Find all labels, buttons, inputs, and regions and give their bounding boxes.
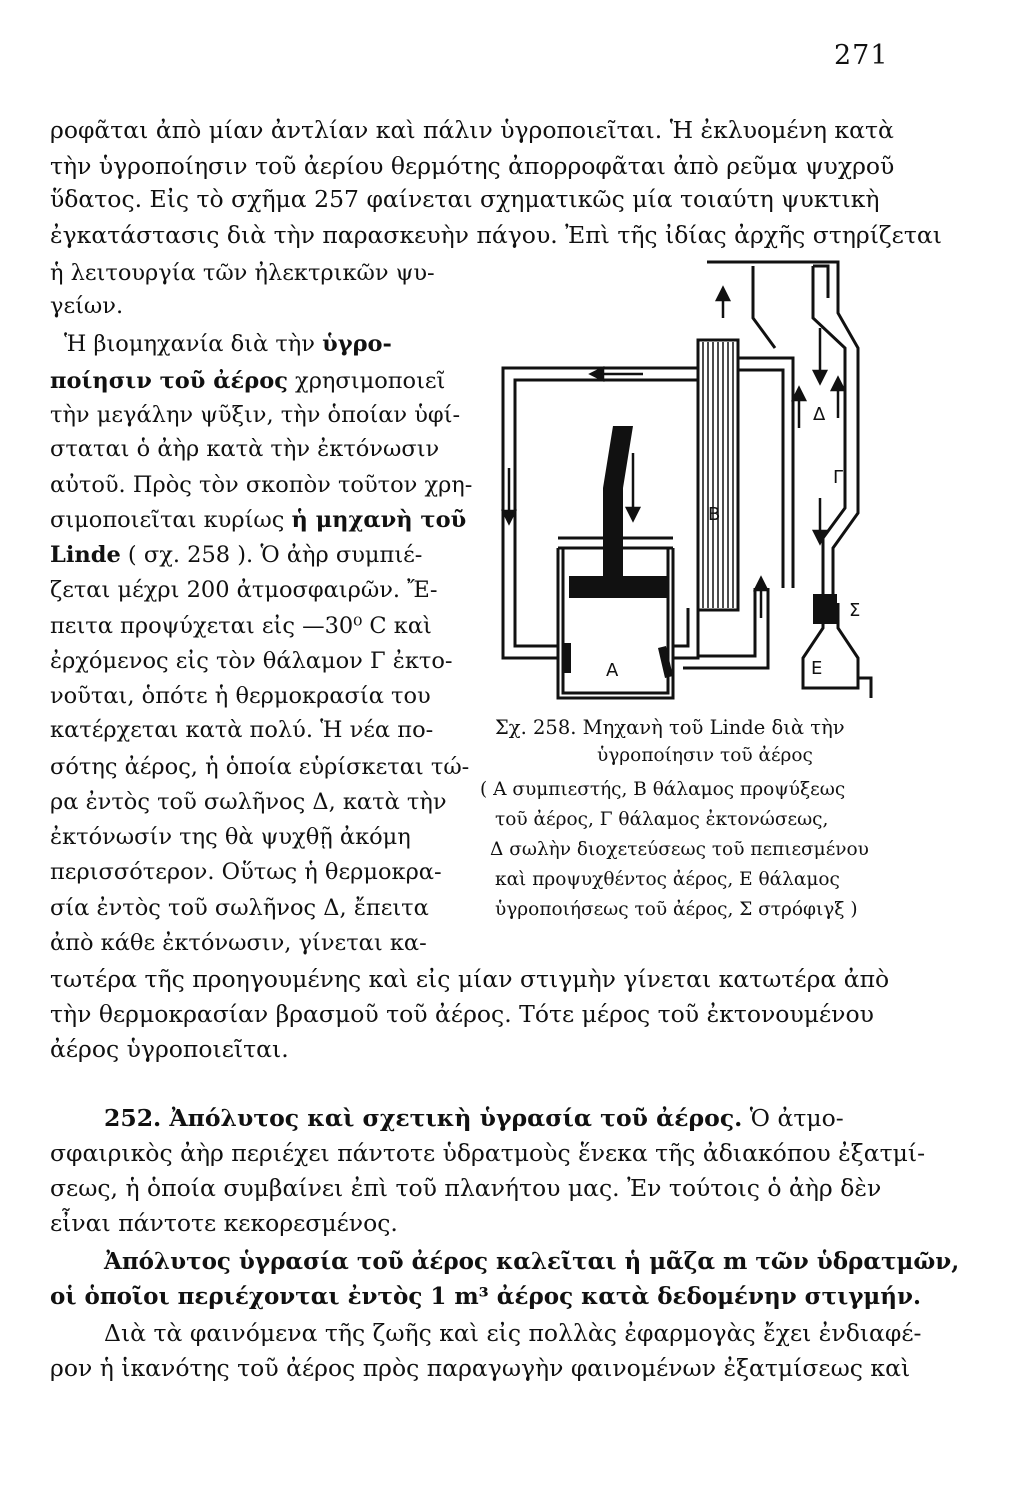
body-text-line: πειτα προψύχεται εἰς —30⁰ C καὶ xyxy=(50,613,432,639)
body-text-line: τὴν μεγάλην ψῦξιν, τὴν ὁποίαν ὑφί- xyxy=(50,402,461,428)
bold-term: Linde xyxy=(50,542,121,568)
text-run: Ὁ ἀτμο- xyxy=(742,1104,844,1132)
body-text-line: σταται ὁ ἀὴρ κατὰ τὴν ἐκτόνωσιν xyxy=(50,436,440,462)
bold-term: ἡ μηχανὴ τοῦ xyxy=(291,507,467,533)
text-run: ( σχ. 258 ). Ὁ ἀὴρ συμπιέ- xyxy=(120,542,423,568)
text-run: χρησιμοποιεῖ xyxy=(287,368,446,394)
body-text-line: ἀέρος ὑγροποιεῖται. xyxy=(50,1035,289,1063)
body-text-line: ἡ λειτουργία τῶν ἠλεκτρικῶν ψυ- xyxy=(50,260,435,286)
body-text-line: ζεται μέχρι 200 ἀτμοσφαιρῶν. Ἔ- xyxy=(50,577,438,603)
caption-line: Δ σωλὴν διοχετεύσεως τοῦ πεπιεσμένου xyxy=(490,839,869,860)
section-heading-line xyxy=(104,1103,844,1133)
label-e: Ε xyxy=(811,658,823,679)
caption-line: ( Α συμπιεστής, Β θάλαμος προψύξεως xyxy=(480,779,846,800)
body-text-line: ρα ἐντὸς τοῦ σωλῆνος Δ, κατὰ τὴν xyxy=(50,789,447,815)
body-text-line: κατέρχεται κατὰ πολύ. Ἡ νέα πο- xyxy=(50,717,434,743)
body-text-line: περισσότερον. Οὕτως ἡ θερμοκρα- xyxy=(50,859,442,885)
body-text-line: ἀπὸ κάθε ἐκτόνωσιν, γίνεται κα- xyxy=(50,930,427,956)
label-a: Α xyxy=(606,660,619,681)
label-g: Γ xyxy=(833,467,844,488)
body-text-line xyxy=(50,540,422,570)
body-text-line: τὴν θερμοκρασίαν βρασμοῦ τοῦ ἀέρος. Τότε μέρος τοῦ ἐκτονουμένου xyxy=(50,1000,874,1028)
body-text-line: γείων. xyxy=(50,293,124,319)
body-text-line: ἐκτόνωσίν της θὰ ψυχθῇ ἀκόμη xyxy=(50,824,411,850)
bold-term: ὑγρο- xyxy=(322,331,392,357)
body-text-line: ἐγκατάστασις διὰ τὴν παρασκευὴν πάγου. Ἐπὶ τῆς ἰδίας ἀρχῆς στηρίζεται xyxy=(50,221,942,249)
label-s: Σ xyxy=(849,600,861,621)
body-text-line: σότης ἀέρος, ἡ ὁποία εὑρίσκεται τώ- xyxy=(50,754,470,780)
caption-line: Σχ. 258. Μηχανὴ τοῦ Linde διὰ τὴν xyxy=(495,716,845,739)
body-text-line: τωτέρα τῆς προηγουμένης καὶ εἰς μίαν στιγμὴν γίνεται κατωτέρα ἀπὸ xyxy=(50,965,890,993)
text-run: Ἡ βιομηχανία διὰ τὴν xyxy=(64,331,323,357)
page-number: 271 xyxy=(834,40,889,71)
bold-term: ποίησιν τοῦ ἀέρος xyxy=(50,368,288,394)
caption-line: καὶ προψυχθέντος ἀέρος, Ε θάλαμος xyxy=(495,869,840,890)
body-text-line xyxy=(50,366,445,396)
body-text-line: αὐτοῦ. Πρὸς τὸν σκοπὸν τοῦτον χρη- xyxy=(50,472,473,498)
body-text-line: νοῦται, ὁπότε ἡ θερμοκρασία του xyxy=(50,683,431,709)
caption-line: τοῦ ἀέρος, Γ θάλαμος ἐκτονώσεως, xyxy=(495,809,829,830)
caption-line: ὑγροποιήσεως τοῦ ἀέρος, Σ στρόφιγξ ) xyxy=(495,899,858,920)
body-text-line: τὴν ὑγροποίησιν τοῦ ἀερίου θερμότης ἀπορροφᾶται ἀπὸ ρεῦμα ψυχροῦ xyxy=(50,152,895,180)
text-run: σιμοποιεῖται κυρίως xyxy=(50,507,292,533)
section-number: 252. xyxy=(104,1104,162,1132)
body-text-line xyxy=(64,329,392,359)
body-text-line: Διὰ τὰ φαινόμενα τῆς ζωῆς καὶ εἰς πολλὰς ἐφαρμογὰς ἔχει ἐνδιαφέ- xyxy=(104,1319,922,1347)
body-text-line: εἶναι πάντοτε κεκορεσμένος. xyxy=(50,1209,398,1237)
body-text-line: ἐρχόμενος εἰς τὸν θάλαμον Γ ἐκτο- xyxy=(50,648,453,674)
body-text-line: σία ἐντὸς τοῦ σωλῆνος Δ, ἔπειτα xyxy=(50,895,429,921)
label-d: Δ xyxy=(813,404,826,425)
linde-machine-diagram xyxy=(493,258,890,710)
body-text-line: σεως, ἡ ὁποία συμβαίνει ἐπὶ τοῦ πλανήτου μας. Ἐν τούτοις ὁ ἀὴρ δὲν xyxy=(50,1174,882,1202)
body-text-line: ρον ἡ ἱκανότης τοῦ ἀέρος πρὸς παραγωγὴν φαινομένων ἐξατμίσεως καὶ xyxy=(50,1354,911,1382)
section-title: Ἀπόλυτος καὶ σχετικὴ ὑγρασία τοῦ ἀέρος. xyxy=(161,1104,743,1132)
body-text-line: ὕδατος. Εἰς τὸ σχῆμα 257 φαίνεται σχηματικῶς μία τοιαύτη ψυκτικὴ xyxy=(50,185,880,213)
definition-line: Ἀπόλυτος ὑγρασία τοῦ ἀέρος καλεῖται ἡ μᾶζα m τῶν ὑδρατμῶν, xyxy=(104,1248,960,1275)
body-text-line: ροφᾶται ἀπὸ μίαν ἀντλίαν καὶ πάλιν ὑγροποιεῖται. Ἡ ἐκλυομένη κατὰ xyxy=(50,116,894,144)
label-b: Β xyxy=(708,504,721,525)
body-text-line xyxy=(50,505,466,535)
caption-line: ὑγροποίησιν τοῦ ἀέρος xyxy=(597,745,813,766)
definition-line: οἱ ὁποῖοι περιέχονται ἐντὸς 1 m³ ἀέρος κατὰ δεδομένην στιγμήν. xyxy=(50,1283,921,1310)
body-text-line: σφαιρικὸς ἀὴρ περιέχει πάντοτε ὑδρατμοὺς ἕνεκα τῆς ἀδιακόπου ἐξατμί- xyxy=(50,1139,926,1167)
